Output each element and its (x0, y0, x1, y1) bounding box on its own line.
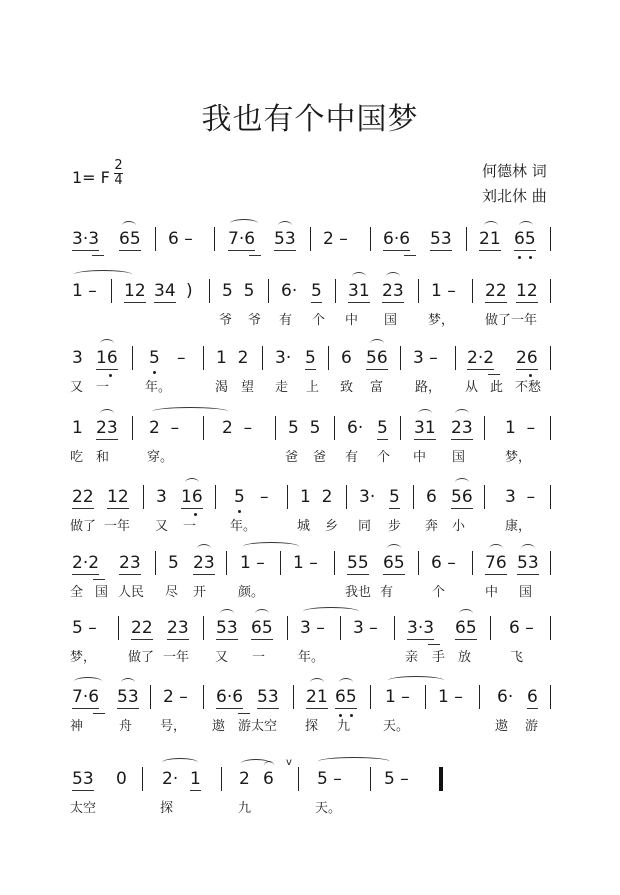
lyric: 天。 (383, 719, 410, 734)
barline (150, 685, 151, 709)
slur (521, 544, 535, 553)
barline (425, 685, 426, 709)
note-group: 1 – (293, 553, 318, 573)
lyric: 探 (160, 801, 174, 816)
note-group: 53 (274, 229, 296, 249)
low-octave-dot (109, 374, 112, 377)
lyric: 爸 (313, 450, 327, 465)
underline-16th (428, 644, 440, 645)
note-group: 3·3 (72, 229, 100, 249)
note-group: 55 (347, 553, 369, 573)
tie (243, 542, 299, 551)
note-group: 1 (190, 769, 201, 789)
lyric: 又 (155, 519, 169, 534)
score-system-4 (0, 404, 620, 464)
low-octave-dot (350, 714, 353, 717)
lyric: 个 (377, 450, 391, 465)
note-group: 2·2 (467, 348, 495, 368)
note-group: 53 (517, 553, 539, 573)
barline (221, 767, 222, 791)
barline (550, 346, 551, 370)
note-group: 23 (451, 418, 473, 438)
note-group: 7·6 (228, 229, 256, 249)
lyric: 梦， (70, 650, 97, 665)
lyric: 致 (340, 380, 354, 395)
note-group: 2 – (323, 229, 348, 249)
lyric: 此 (490, 380, 504, 395)
barline (394, 616, 395, 640)
lyric: 富 (370, 380, 384, 395)
note-group: 65 (455, 618, 477, 638)
slur (459, 609, 473, 618)
barline (262, 346, 263, 370)
lyric: 放 (458, 650, 472, 665)
barline (293, 685, 294, 709)
barline (268, 279, 269, 303)
note-group: 2· (162, 769, 179, 789)
note-group: 5 5 (222, 281, 255, 301)
lyric: 遨 (212, 719, 226, 734)
slur (255, 609, 269, 618)
barline (310, 227, 311, 251)
note-group: 6 – (168, 229, 193, 249)
note-group: 2 – (163, 687, 188, 707)
barline (484, 485, 485, 509)
lyric: 舟 (119, 719, 133, 734)
slur (230, 219, 258, 228)
lyric: 开 (193, 585, 207, 600)
note-group: 22 (131, 618, 153, 638)
barline (400, 416, 401, 440)
note-group: 5 – (317, 769, 342, 789)
score-system-2 (0, 267, 620, 327)
score-system-3 (0, 334, 620, 394)
underline-16th (93, 713, 105, 714)
barline (550, 616, 551, 640)
note-group: 3 – (353, 618, 378, 638)
barline (340, 616, 341, 640)
slur (386, 272, 400, 281)
note-group: 6· (347, 418, 364, 438)
lyric: 我也 (345, 585, 372, 600)
lyric: 神 (70, 719, 84, 734)
barline (328, 346, 329, 370)
lyric: 亲 (405, 650, 419, 665)
note-group: 65 (514, 229, 536, 249)
note-group: 2 – (222, 418, 253, 438)
note-group: 5 (389, 487, 400, 507)
barline (155, 551, 156, 575)
note-group: 3· (275, 348, 292, 368)
lyric: 年。 (145, 380, 172, 395)
lyric: 吃 (70, 450, 84, 465)
barline (209, 279, 210, 303)
slur (197, 544, 211, 553)
note-group: 2 – (149, 418, 180, 438)
slur (489, 544, 503, 553)
lyric: 遨 (495, 719, 509, 734)
lyric: 步 (388, 519, 402, 534)
lyric: 飞 (510, 650, 524, 665)
note-group: 5 (377, 418, 388, 438)
slur (418, 409, 432, 418)
key-signature: 1= F (72, 168, 110, 187)
lyric: 九 (337, 719, 351, 734)
barline (484, 416, 485, 440)
note-group: 23 (382, 281, 404, 301)
note-group: 1 2 (300, 487, 333, 507)
score-system-8 (0, 673, 620, 733)
underline-16th (92, 255, 104, 256)
underline-16th (249, 255, 261, 256)
lyric: 做了 (128, 650, 155, 665)
note-group: 53 (216, 618, 238, 638)
note-group: 53 (72, 769, 94, 789)
note-group: – (177, 348, 186, 368)
low-octave-dot (529, 256, 532, 259)
lyric: 中 (485, 585, 499, 600)
lyric: 一年 (163, 650, 190, 665)
note-group: 3· (359, 487, 376, 507)
note-group: 5 (234, 487, 245, 507)
lyric: 和 (96, 450, 110, 465)
note-group: 1 – (438, 687, 463, 707)
lyric: 望 (241, 380, 255, 395)
lyric: 号， (160, 719, 187, 734)
note-group: 53 (257, 687, 279, 707)
note-group: 12 (516, 281, 538, 301)
tie (303, 607, 359, 616)
score-system-7 (0, 604, 620, 664)
lyric: 九 (238, 801, 252, 816)
lyric: 城 (297, 519, 311, 534)
slur (185, 478, 199, 487)
note-group: 76 (485, 553, 507, 573)
barline (550, 279, 551, 303)
lyric: 一年 (104, 519, 131, 534)
note-group: 23 (193, 553, 215, 573)
barline (418, 279, 419, 303)
lyric: 探 (305, 719, 319, 734)
lyric: 游 (525, 719, 539, 734)
note-group: 0 (116, 769, 127, 789)
barline (479, 685, 480, 709)
lyric: 有 (380, 585, 394, 600)
barline (132, 416, 133, 440)
lyric: 有 (279, 313, 293, 328)
lyric: 又 (215, 650, 229, 665)
lyric: 国 (95, 585, 109, 600)
barline (550, 227, 551, 251)
slur (100, 339, 114, 348)
tie (152, 407, 228, 416)
lyricist-credit: 何德林 词 (482, 162, 547, 180)
barline (472, 551, 473, 575)
lyric: 不愁 (515, 380, 542, 395)
lyric: 梦， (505, 450, 532, 465)
tie (162, 758, 198, 767)
note-group: – (260, 487, 269, 507)
lyric: 太空 (70, 801, 97, 816)
barline (335, 279, 336, 303)
barline (275, 416, 276, 440)
slur (220, 609, 234, 618)
note-group: 34 (154, 281, 176, 301)
barline (400, 346, 401, 370)
note-group: 1 – (72, 281, 97, 301)
lyric: 一 (96, 380, 110, 395)
note-group: 3 – (413, 348, 438, 368)
time-signature-bottom: 4 (114, 173, 123, 188)
barline (370, 685, 371, 709)
barline (111, 279, 112, 303)
low-octave-dot (238, 510, 241, 513)
composer-credit: 刘北休 曲 (482, 187, 547, 205)
breath-mark: v (286, 757, 292, 768)
slur (100, 409, 114, 418)
underline-16th (93, 579, 105, 580)
lyric: 颜。 (238, 585, 265, 600)
lyric: 人民 (118, 585, 145, 600)
lyric: 路， (415, 380, 442, 395)
note-group: 5 (311, 281, 322, 301)
note-group: 5 – (384, 769, 409, 789)
barline (287, 485, 288, 509)
lyric: 奔 (425, 519, 439, 534)
lyric: 国 (384, 313, 398, 328)
note-group: 26 (516, 348, 538, 368)
barline (370, 227, 371, 251)
lyric: 一 (252, 650, 266, 665)
slur (74, 677, 102, 686)
lyric: 中 (413, 450, 427, 465)
barline (550, 551, 551, 575)
note-group: 53 (117, 687, 139, 707)
barline (466, 227, 467, 251)
note-group: 2·2 (72, 553, 100, 573)
lyric: 又 (70, 380, 84, 395)
lyric: 从 (465, 380, 479, 395)
barline (203, 416, 204, 440)
lyric: 爷 (248, 313, 262, 328)
note-group: 65 (335, 687, 357, 707)
note-group: 5 (149, 348, 160, 368)
note-group: 12 (107, 487, 129, 507)
slur (455, 409, 469, 418)
barline (370, 767, 371, 791)
note-group: 12 (124, 281, 146, 301)
paren: ) (186, 281, 193, 301)
note-group: 6 (426, 487, 437, 507)
note-group: 6 (263, 769, 274, 789)
lyric: 全 (70, 585, 84, 600)
note-group: 5 – (72, 618, 97, 638)
underline-16th (488, 374, 500, 375)
lyric: 渴 (215, 380, 229, 395)
barline (298, 767, 299, 791)
note-group: 1 – (505, 418, 536, 438)
lyric: 年。 (298, 650, 325, 665)
lyric: 爸 (285, 450, 299, 465)
time-signature (114, 160, 123, 187)
lyric: 国 (452, 450, 466, 465)
barline (455, 346, 456, 370)
note-group: 6·6 (216, 687, 244, 707)
barline (203, 616, 204, 640)
lyric: 梦， (428, 313, 455, 328)
barline (413, 485, 414, 509)
note-group: 65 (119, 229, 141, 249)
lyric: 小 (452, 519, 466, 534)
note-group: 3·3 (407, 618, 435, 638)
note-group: 6 – (431, 553, 456, 573)
note-group: 1 – (385, 687, 410, 707)
lyric: 个 (312, 313, 326, 328)
note-group: 23 (96, 418, 118, 438)
score-system-1 (0, 215, 620, 275)
note-group: 16 (181, 487, 203, 507)
note-group: 31 (414, 418, 436, 438)
note-group: 65 (251, 618, 273, 638)
note-group: 6 (341, 348, 352, 368)
barline (346, 485, 347, 509)
note-group: 16 (96, 348, 118, 368)
lyric: 爷 (219, 313, 233, 328)
slur (310, 678, 324, 687)
score-system-9 (0, 755, 620, 815)
barline (550, 416, 551, 440)
note-group: 6 – (509, 618, 534, 638)
note-group: 1 – (240, 553, 265, 573)
note-group: 5 (305, 348, 316, 368)
lyric: 中 (345, 313, 359, 328)
barline (550, 485, 551, 509)
low-octave-dot (518, 256, 521, 259)
song-title: 我也有个中国梦 (201, 102, 419, 137)
note-group: 2 (239, 769, 250, 789)
lyric: 天。 (315, 801, 342, 816)
barline (334, 416, 335, 440)
note-group: 22 (485, 281, 507, 301)
slur (370, 339, 384, 348)
underline-16th (404, 255, 416, 256)
note-group: 3 – (505, 487, 536, 507)
lyric: 上 (306, 380, 320, 395)
lyric: 做了一年 (485, 313, 538, 328)
barline (203, 685, 204, 709)
barline (132, 346, 133, 370)
note-group: 1 (72, 418, 83, 438)
note-group: 5 (168, 553, 179, 573)
lyric: 有 (345, 450, 359, 465)
barline (226, 551, 227, 575)
note-group: 5 5 (288, 418, 321, 438)
lyric: 个 (432, 585, 446, 600)
score-system-5 (0, 473, 620, 533)
note-group: 1 – (431, 281, 456, 301)
lyric: 乡 (325, 519, 339, 534)
slur (352, 272, 366, 281)
lyric: 游太空 (238, 719, 278, 734)
barline (550, 685, 551, 709)
lyric: 康， (505, 519, 532, 534)
note-group: 3 – (300, 618, 325, 638)
barline (143, 485, 144, 509)
note-group: 23 (167, 618, 189, 638)
barline (472, 279, 473, 303)
lyric: 做了 (70, 519, 97, 534)
note-group: 56 (451, 487, 473, 507)
note-group: 21 (306, 687, 328, 707)
score-system-6 (0, 539, 620, 599)
note-group: 6·6 (383, 229, 411, 249)
note-group: 23 (119, 553, 141, 573)
note-group: 65 (383, 553, 405, 573)
barline (155, 227, 156, 251)
barline (142, 767, 143, 791)
barline (490, 616, 491, 640)
note-group: 21 (479, 229, 501, 249)
lyric: 穿。 (147, 450, 174, 465)
lyric: 一 (183, 519, 197, 534)
barline (287, 616, 288, 640)
slur (339, 678, 353, 687)
slur (455, 478, 469, 487)
lyric: 走 (275, 380, 289, 395)
lyric: 国 (519, 585, 533, 600)
slur (121, 678, 135, 687)
note-group: 6· (281, 281, 298, 301)
slur (387, 544, 401, 553)
barline (203, 346, 204, 370)
underline-16th (238, 713, 250, 714)
lyric: 尽 (165, 585, 179, 600)
note-group: 22 (72, 487, 94, 507)
barline (214, 227, 215, 251)
note-group: 7·6 (72, 687, 100, 707)
note-group: 6 (527, 687, 538, 707)
barline (418, 551, 419, 575)
final-barline (439, 767, 443, 791)
barline (334, 551, 335, 575)
note-group: 3 (156, 487, 167, 507)
barline (215, 485, 216, 509)
tie (388, 676, 444, 685)
note-group: 3 (72, 348, 83, 368)
tie (74, 270, 132, 279)
barline (118, 616, 119, 640)
note-group: 53 (430, 229, 452, 249)
lyric: 手 (432, 650, 446, 665)
tie (318, 757, 390, 766)
note-group: 6· (497, 687, 514, 707)
barline (280, 551, 281, 575)
lyric: 年。 (230, 519, 257, 534)
low-octave-dot (153, 371, 156, 374)
note-group: 1 2 (216, 348, 249, 368)
note-group: 31 (348, 281, 370, 301)
lyric: 同 (358, 519, 372, 534)
note-group: 56 (366, 348, 388, 368)
time-signature-top: 2 (114, 158, 123, 173)
